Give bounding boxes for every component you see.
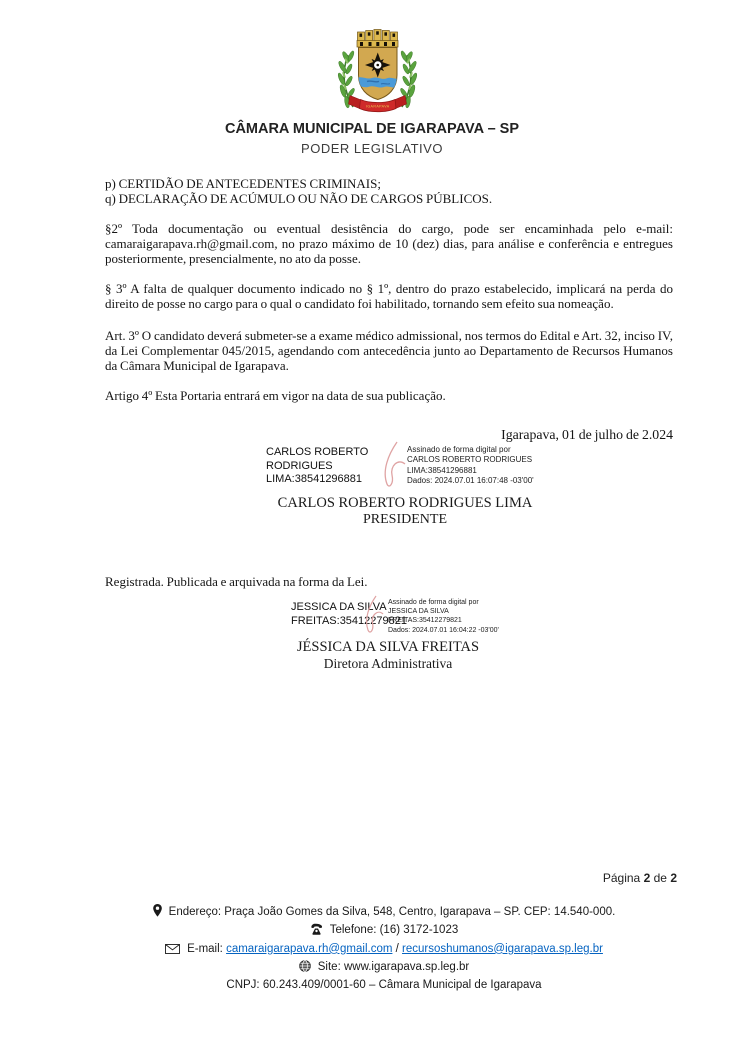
footer-site: Site: www.igarapava.sp.leg.br bbox=[317, 960, 470, 973]
email-link-secondary[interactable]: recursoshumanos@igarapava.sp.leg.br bbox=[402, 942, 603, 955]
envelope-icon bbox=[165, 943, 180, 959]
crest-crown bbox=[357, 30, 398, 48]
signature1-printed bbox=[105, 496, 705, 527]
footer-email-separator: / bbox=[395, 942, 399, 955]
footer-cnpj: CNPJ: 60.243.409/0001-60 – Câmara Municipal de Igarapava bbox=[226, 979, 542, 992]
signature1-printed-name: CARLOS ROBERTO RODRIGUES LIMA bbox=[277, 495, 533, 511]
footer-email-label: E-mail: bbox=[187, 942, 223, 955]
date-line: Igarapava, 01 de julho de 2.024 bbox=[501, 427, 673, 442]
signature2-role: Diretora Administrativa bbox=[323, 655, 453, 671]
signature2-cert-name: JESSICA DA SILVA FREITAS:35412279821 bbox=[291, 601, 407, 627]
page-footer bbox=[24, 904, 744, 993]
signature1-flourish-icon bbox=[380, 441, 410, 489]
doc-item-q: q) DECLARAÇÃO DE ACÚMULO OU NÃO DE CARGOS PÚBLICOS. bbox=[105, 191, 493, 206]
signature2-printed bbox=[88, 640, 688, 671]
paragraph-art4: Artigo 4º Esta Portaria entrará em vigor na data de sua publicação. bbox=[105, 388, 446, 403]
signature1-role: PRESIDENTE bbox=[363, 511, 447, 527]
registered-line: Registrada. Publicada e arquivada na forma da Lei. bbox=[105, 574, 368, 589]
signature1-cert-name: CARLOS ROBERTO RODRIGUES LIMA:38541296881 bbox=[266, 446, 369, 485]
org-subtitle: PODER LEGISLATIVO bbox=[301, 141, 443, 156]
phone-icon bbox=[310, 923, 323, 940]
municipal-crest bbox=[329, 23, 426, 116]
email-link-primary[interactable]: camaraigarapava.rh@gmail.com bbox=[226, 942, 393, 955]
doc-item-p: p) CERTIDÃO DE ANTECEDENTES CRIMINAIS; bbox=[105, 176, 381, 191]
footer-address: Endereço: Praça João Gomes da Silva, 548, Centro, Igarapava – SP. CEP: 14.540-000. bbox=[168, 906, 616, 918]
paragraph-art3: Art. 3º O candidato deverá submeter-se a exame médico admissional, nos termos do Edital e Art. 32, inciso IV, da Lei Complementar 045/2015, agendando com antecedência junto ao Departamento de Recursos Humanos da Câmara Municipal de Igarapava. bbox=[105, 328, 673, 373]
org-title: CÂMARA MUNICIPAL DE IGARAPAVA – SP bbox=[224, 121, 520, 137]
document-list bbox=[105, 176, 673, 206]
footer-phone: Telefone: (16) 3172-1023 bbox=[329, 924, 459, 937]
globe-icon bbox=[299, 960, 311, 977]
svg-text:IGARAPAVA: IGARAPAVA bbox=[365, 104, 390, 109]
footer-phone-line bbox=[24, 922, 744, 940]
footer-email-line bbox=[24, 941, 744, 959]
footer-site-line bbox=[24, 959, 744, 977]
footer-address-line bbox=[24, 904, 744, 922]
signature2-flourish-icon bbox=[362, 595, 388, 635]
signature1-stamp: Assinado de forma digital por CARLOS ROBERTO RODRIGUES LIMA:38541296881 Dados: 2024.07.01 16:07:48 -03'00' bbox=[407, 445, 534, 485]
paragraph-3: § 3º A falta de qualquer documento indicado no § 1º, dentro do prazo estabelecido, implicará na perda do direito de posse no cargo para o qual o candidato foi habilitado, tornando sem efeito sua nomeação. bbox=[105, 281, 673, 311]
signature2-stamp: Assinado de forma digital por JESSICA DA SILVA FREITAS:35412279821 Dados: 2024.07.01 16:04:22 -03'00' bbox=[388, 599, 499, 634]
page-number: Página 2 de 2 bbox=[602, 871, 677, 885]
location-pin-icon bbox=[153, 904, 162, 922]
footer-cnpj-line bbox=[24, 977, 744, 993]
crest-river-band bbox=[357, 77, 399, 88]
signature2-printed-name: JÉSSICA DA SILVA FREITAS bbox=[296, 639, 480, 655]
paragraph-2: §2º Toda documentação ou eventual desistência do cargo, pode ser encaminhada pelo e-mail: camaraigarapava.rh@gmail.com, no prazo máximo de 10 (dez) dias, para análise e conferência e entregues posteriormente, presencialmente, no ato da posse. bbox=[105, 221, 673, 266]
